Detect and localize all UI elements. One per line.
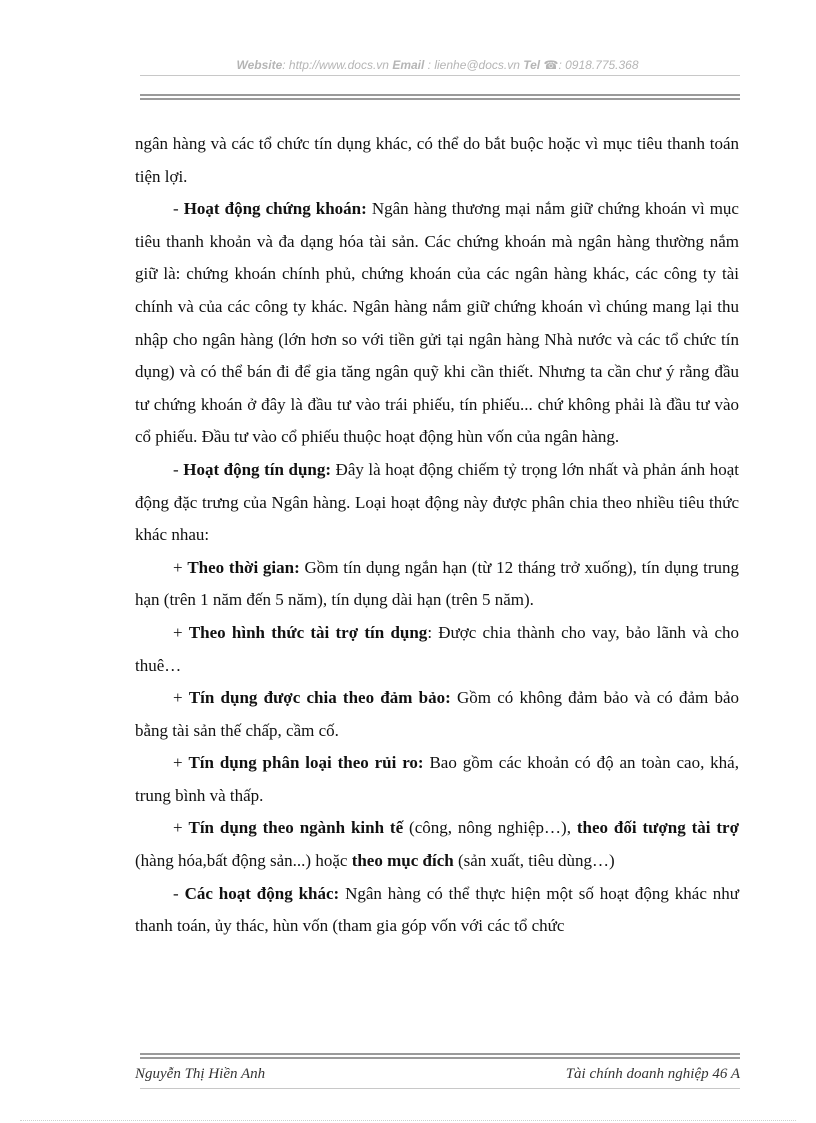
heading-by-purpose: theo mục đích <box>351 851 454 871</box>
paragraph-credit: - Hoạt động tín dụng: Đây là hoạt động chiếm tỷ trọng lớn nhất và phản ánh hoạt động đặc trưng của Ngân hàng. Loại hoạt động này được phân chia theo nhiều tiêu thức khác nhau: <box>135 459 739 545</box>
email-value[interactable]: : lienhe@docs.vn <box>427 58 520 72</box>
website-value[interactable]: : http://www.docs.vn <box>282 58 389 72</box>
footer-divider-thin <box>140 1088 740 1089</box>
heading-by-sector: Tín dụng theo ngành kinh tế <box>188 818 404 838</box>
footer-class: Tài chính doanh nghiệp 46 A <box>565 1066 740 1082</box>
footer-author: Nguyễn Thị Hiền Anh <box>135 1066 266 1082</box>
paragraph-by-risk: + Tín dụng phân loại theo rủi ro: Bao gồm các khoản có độ an toàn cao, khá, trung bình và thấp. <box>135 753 739 805</box>
paragraph-securities: - Hoạt động chứng khoán: Ngân hàng thương mại nắm giữ chứng khoán vì mục tiêu thanh khoản và đa dạng hóa tài sản. Các chứng khoán mà ngân hàng thường nắm giữ là: chứng khoán chính phủ, chứng khoán của các ngân hàng khác, các công ty tài chính và của các công ty khác. Ngân hàng nắm giữ chứng khoán vì chúng mang lại thu nhập cho ngân hàng (lớn hơn so với tiền gửi tại ngân hàng Nhà nước và các tổ chức tín dụng) và có thể bán đi để gia tăng ngân quỹ khi cần thiết. Nhưng ta cần chư ý rằng đầu tư chứng khoán ở đây là đầu tư vào trái phiếu, tín phiếu... chứ không phải là đầu tư vào cổ phiếu. Đầu tư vào cổ phiếu thuộc hoạt động hùn vốn của ngân hàng. <box>135 199 739 447</box>
paragraph-intro: ngân hàng và các tổ chức tín dụng khác, có thể do bắt buộc hoặc vì mục tiêu thanh toán tiện lợi. <box>135 134 739 186</box>
phone-icon: ☎ <box>543 58 559 72</box>
heading-credit: Hoạt động tín dụng: <box>183 459 332 479</box>
heading-by-time: Theo thời gian: <box>187 557 300 577</box>
tel-value: : 0918.775.368 <box>558 58 639 72</box>
heading-securities: Hoạt động chứng khoán: <box>183 199 367 219</box>
heading-by-guarantee: Tín dụng được chia theo đảm bảo: <box>188 688 451 708</box>
paragraph-by-form: + Theo hình thức tài trợ tín dụng: Được chia thành cho vay, bảo lãnh và cho thuê… <box>135 622 739 675</box>
paragraph-by-time: + Theo thời gian: Gồm tín dụng ngắn hạn (từ 12 tháng trở xuống), tín dụng trung hạn (trên 1 năm đến 5 năm), tín dụng dài hạn (trên 5 năm). <box>135 557 739 610</box>
paragraph-other: - Các hoạt động khác: Ngân hàng có thể thực hiện một số hoạt động khác như thanh toán, ủy thác, hùn vốn (tham gia góp vốn với các tổ chức <box>135 883 739 936</box>
tel-label: Tel <box>523 58 541 72</box>
heading-by-risk: Tín dụng phân loại theo rủi ro: <box>188 753 424 773</box>
footer-divider-double <box>140 1053 740 1059</box>
header-divider-thin <box>140 75 740 76</box>
email-label: Email <box>392 58 425 72</box>
heading-by-object: theo đối tượng tài trợ <box>576 818 740 838</box>
page-header <box>135 58 740 72</box>
document-body <box>135 128 739 943</box>
website-label: Website <box>236 58 283 72</box>
header-divider-double <box>140 94 740 100</box>
heading-by-form: Theo hình thức tài trợ tín dụng <box>188 622 428 642</box>
paragraph-by-sector: + Tín dụng theo ngành kinh tế (công, nông nghiệp…), theo đối tượng tài trợ (hàng hóa,bất động sản...) hoặc theo mục đích (sản xuất, tiêu dùng…) <box>135 818 740 871</box>
page-bottom-border <box>20 1120 796 1121</box>
heading-other: Các hoạt động khác: <box>184 883 340 903</box>
paragraph-by-guarantee: + Tín dụng được chia theo đảm bảo: Gồm có không đảm bảo và có đảm bảo bằng tài sản thế chấp, cầm cố. <box>135 688 739 740</box>
